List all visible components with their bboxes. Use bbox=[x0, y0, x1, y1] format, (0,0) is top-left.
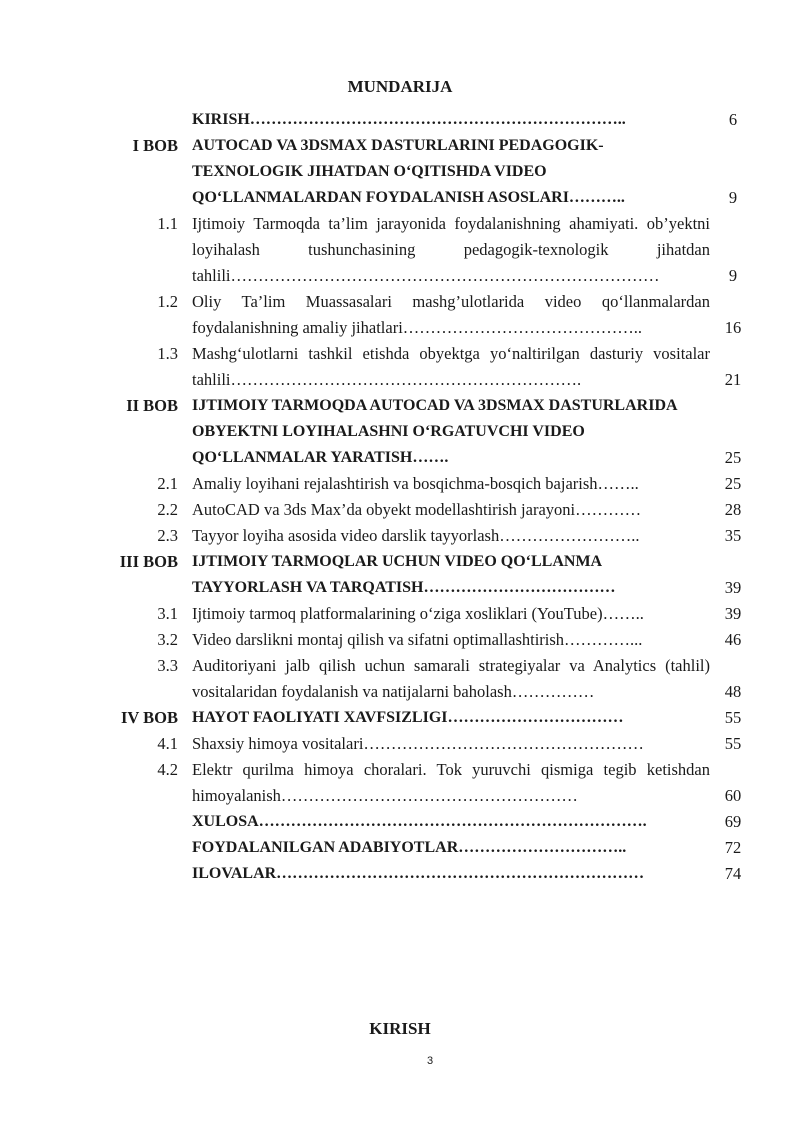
toc-entry-page: 60 bbox=[724, 786, 742, 805]
toc-entry-title: Tayyor loyiha asosida video darslik tayyorlash…………………….. bbox=[192, 526, 640, 545]
toc-entry-title: KIRISH…………………………………………………………….. bbox=[192, 111, 626, 128]
toc-entry-number: 2.2 bbox=[157, 500, 178, 519]
toc-entry-title: Ijtimoiy tarmoq platformalarining o‘ziga xosliklari (YouTube)…….. bbox=[192, 604, 644, 623]
toc-entry-page: 55 bbox=[724, 734, 742, 753]
toc-entry-page: 25 bbox=[724, 448, 742, 467]
toc-entry bbox=[0, 211, 800, 289]
toc-entry-page: 74 bbox=[724, 864, 742, 883]
toc-entry-page: 39 bbox=[724, 604, 742, 623]
toc-entry-title: Auditoriyani jalb qilish uchun samarali strategiyalar va Analytics (tahlil) vositalaridan foydalanish va natijalarni baholash…………… bbox=[192, 656, 710, 701]
toc-entry-title: Mashg‘ulotlarni tashkil etishda obyektga yo‘naltirilgan dasturiy vositalar tahlili………………………………………………………. bbox=[192, 344, 710, 389]
toc-entry-page: 16 bbox=[724, 318, 742, 337]
toc-entry-page: 9 bbox=[728, 188, 738, 207]
toc-entry-number: 4.1 bbox=[157, 734, 178, 753]
toc-entry bbox=[0, 393, 800, 471]
toc-entry bbox=[0, 133, 800, 211]
toc-entry bbox=[0, 523, 800, 549]
toc-entry-page: 6 bbox=[728, 110, 738, 129]
toc-entry-page: 55 bbox=[724, 708, 742, 727]
toc-entry-title: Oliy Ta’lim Muassasalari mashg’ulotlarida video qo‘llanmalardan foydalanishning amaliy jihatlari…………………………………….. bbox=[192, 292, 710, 337]
toc-entry-number: 3.2 bbox=[157, 630, 178, 649]
toc-entry bbox=[0, 471, 800, 497]
toc-entry bbox=[0, 341, 800, 393]
table-of-contents bbox=[0, 107, 800, 887]
toc-entry-title: Elektr qurilma himoya choralari. Tok yuruvchi qismiga tegib ketishdan himoyalanish……………………………………………… bbox=[192, 760, 710, 805]
toc-entry-number: 4.2 bbox=[157, 760, 178, 779]
toc-entry-page: 69 bbox=[724, 812, 742, 831]
toc-entry-page: 28 bbox=[724, 500, 742, 519]
toc-entry bbox=[0, 731, 800, 757]
toc-entry-number: 1.1 bbox=[157, 214, 178, 233]
toc-entry-title: Amaliy loyihani rejalashtirish va bosqichma-bosqich bajarish…….. bbox=[192, 474, 639, 493]
toc-entry-title: AutoCAD va 3ds Max’da obyekt modellashtirish jarayoni………… bbox=[192, 500, 642, 519]
toc-entry-number: III BOB bbox=[119, 552, 178, 571]
toc-entry-page: 25 bbox=[724, 474, 742, 493]
toc-entry bbox=[0, 809, 800, 835]
toc-entry-title: IJTIMOIY TARMOQDA AUTOCAD VA 3DSMAX DASTURLARIDA OBYEKTNI LOYIHALASHNI O‘RGATUVCHI VIDEO QO‘LLANMALAR YARATISH……. bbox=[192, 397, 677, 466]
toc-entry-page: 46 bbox=[724, 630, 742, 649]
toc-entry-title: HAYOT FAOLIYATI XAVFSIZLIGI…………………………… bbox=[192, 709, 624, 726]
toc-entry bbox=[0, 653, 800, 705]
toc-entry bbox=[0, 289, 800, 341]
toc-entry-number: II BOB bbox=[126, 396, 178, 415]
toc-entry-page: 72 bbox=[724, 838, 742, 857]
page-title: MUNDARIJA bbox=[347, 77, 453, 96]
toc-entry bbox=[0, 497, 800, 523]
toc-entry-page: 9 bbox=[728, 266, 738, 285]
toc-entry bbox=[0, 757, 800, 809]
toc-entry-title: XULOSA………………………………………………………………. bbox=[192, 813, 647, 830]
toc-entry-number: 1.2 bbox=[157, 292, 178, 311]
toc-entry-page: 35 bbox=[724, 526, 742, 545]
toc-entry-title: Ijtimoiy Tarmoqda ta’lim jarayonida foydalanishning ahamiyati. ob’yektni loyihalash tushunchasining pedagogik-texnologik jihatdan tahlili…………………………………………………………………… bbox=[192, 214, 710, 285]
toc-entry-title: AUTOCAD VA 3DSMAX DASTURLARINI PEDAGOGIK-TEXNOLOGIK JIHATDAN O‘QITISHDA VIDEO QO‘LLANMALARDAN FOYDALANISH ASOSLARI……….. bbox=[192, 137, 625, 206]
toc-entry bbox=[0, 107, 800, 133]
page-number: 3 bbox=[426, 1055, 434, 1067]
toc-entry bbox=[0, 705, 800, 731]
toc-entry-number: 2.3 bbox=[157, 526, 178, 545]
toc-entry bbox=[0, 627, 800, 653]
toc-entry bbox=[0, 601, 800, 627]
toc-entry-page: 39 bbox=[724, 578, 742, 597]
toc-entry-number: 3.3 bbox=[157, 656, 178, 675]
toc-entry-page: 48 bbox=[724, 682, 742, 701]
toc-entry bbox=[0, 549, 800, 601]
toc-entry-number: 3.1 bbox=[157, 604, 178, 623]
toc-entry-title: FOYDALANILGAN ADABIYOTLAR………………………….. bbox=[192, 839, 627, 856]
toc-entry-number: IV BOB bbox=[120, 708, 178, 727]
toc-entry-number: 2.1 bbox=[157, 474, 178, 493]
toc-entry-title: Shaxsiy himoya vositalari…………………………………………… bbox=[192, 734, 644, 753]
toc-entry-number: 1.3 bbox=[157, 344, 178, 363]
toc-entry-page: 21 bbox=[724, 370, 742, 389]
section-heading: KIRISH bbox=[369, 1019, 431, 1038]
toc-entry-title: IJTIMOIY TARMOQLAR UCHUN VIDEO QO‘LLANMA TAYYORLASH VA TARQATISH……………………………… bbox=[192, 553, 616, 596]
toc-entry-number: I BOB bbox=[132, 136, 178, 155]
toc-entry-title: Video darslikni montaj qilish va sifatni optimallashtirish…………... bbox=[192, 630, 643, 649]
toc-entry-title: ILOVALAR…………………………………………………………… bbox=[192, 865, 645, 882]
toc-entry bbox=[0, 861, 800, 887]
toc-entry bbox=[0, 835, 800, 861]
